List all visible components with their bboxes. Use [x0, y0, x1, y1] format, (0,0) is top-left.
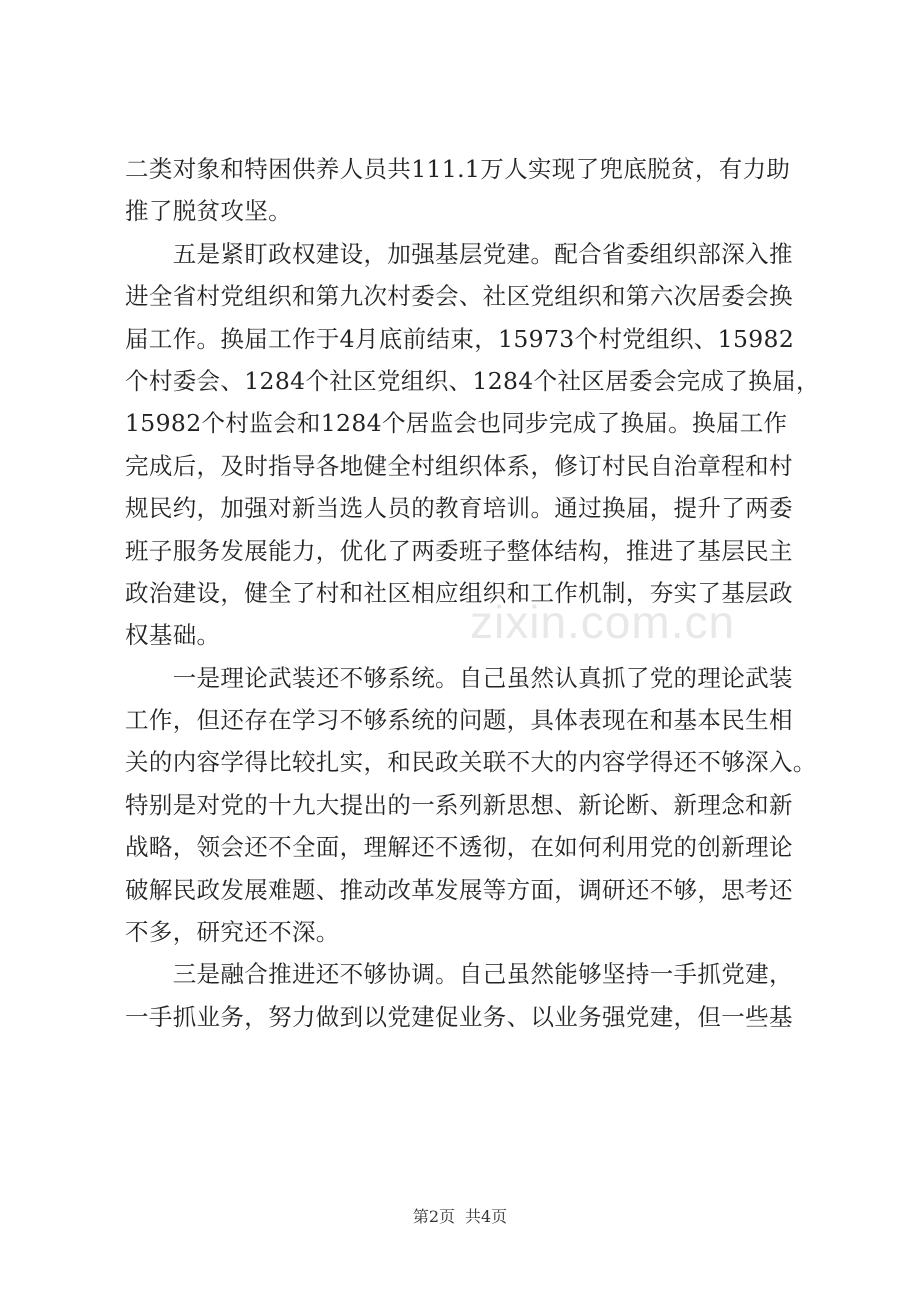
text-line: 届工作。换届工作于4月底前结束，15973个村党组织、15982	[125, 324, 795, 353]
text-line: 战略，领会还不全面，理解还不透彻，在如何利用党的创新理论	[125, 833, 793, 862]
text-line: 15982个村监会和1284个居监会也同步完成了换届。换届工作	[125, 409, 788, 438]
paragraph-first-line: 一是理论武装还不够系统。自己虽然认真抓了党的理论武装	[125, 663, 793, 692]
text-line: 关的内容学得比较扎实，和民政关联不大的内容学得还不够深入。	[125, 748, 817, 777]
text-line: 工作，但还存在学习不够系统的问题，具体表现在和基本民生相	[125, 706, 793, 735]
text-line: 不多，研究还不深。	[125, 918, 340, 947]
text-line: 特别是对党的十九大提出的一系列新思想、新论断、新理念和新	[125, 790, 793, 819]
text-line: 权基础。	[125, 621, 221, 650]
text-line: 完成后，及时指导各地健全村组织体系，修订村民自治章程和村	[125, 451, 793, 480]
document-body	[125, 148, 820, 1038]
text-line: 破解民政发展难题、推动改革发展等方面，调研还不够，思考还	[125, 875, 793, 904]
text-line: 规民约，加强对新当选人员的教育培训。通过换届，提升了两委	[125, 494, 793, 523]
paragraph-first-line: 五是紧盯政权建设，加强基层党建。配合省委组织部深入推	[125, 239, 793, 268]
page-footer	[0, 1204, 920, 1227]
text-line: 进全省村党组织和第九次村委会、社区党组织和第六次居委会换	[125, 282, 793, 311]
text-line: 班子服务发展能力，优化了两委班子整体结构，推进了基层民主	[125, 536, 793, 565]
page-number: 第2页	[412, 1207, 455, 1226]
page-total: 共4页	[465, 1207, 508, 1226]
paragraph-first-line: 三是融合推进还不够协调。自己虽然能够坚持一手抓党建，	[125, 960, 793, 989]
text-line: 推了脱贫攻坚。	[125, 197, 292, 226]
text-line: 个村委会、1284个社区党组织、1284个社区居委会完成了换届，	[125, 366, 820, 395]
watermark: zixin.com.cn	[470, 596, 736, 648]
text-line: 政治建设，健全了村和社区相应组织和工作机制，夯实了基层政	[125, 578, 793, 607]
text-line: 二类对象和特困供养人员共111.1万人实现了兜底脱贫，有力助	[125, 155, 791, 183]
text-line: 一手抓业务，努力做到以党建促业务、以业务强党建，但一些基	[125, 1002, 793, 1031]
